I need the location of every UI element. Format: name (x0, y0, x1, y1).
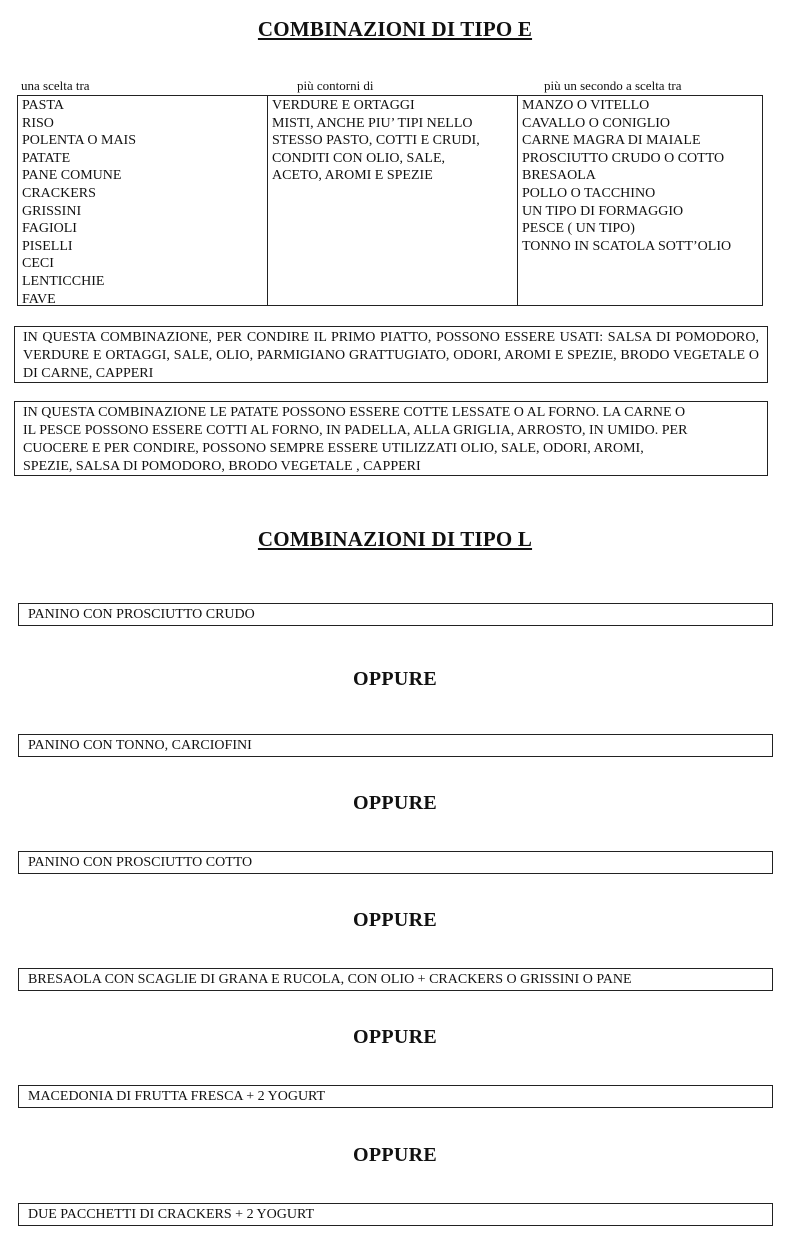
option-box: MACEDONIA DI FRUTTA FRESCA + 2 YOGURT (18, 1085, 773, 1108)
option-box: BRESAOLA CON SCAGLIE DI GRANA E RUCOLA, CON OLIO + CRACKERS O GRISSINI O PANE (18, 968, 773, 991)
option-box: PANINO CON TONNO, CARCIOFINI (18, 734, 773, 757)
column-contorni (267, 96, 517, 305)
list-item: PROSCIUTTO CRUDO O COTTO (522, 150, 725, 166)
oppure-separator: OPPURE (352, 668, 438, 690)
list-item: PASTA (22, 98, 64, 113)
list-item: PESCE ( UN TIPO) (522, 221, 635, 237)
oppure-separator: OPPURE (352, 792, 438, 814)
list-item: PATATE (22, 150, 71, 166)
list-item: ACETO, AROMI E SPEZIE (272, 168, 433, 184)
note-line: IL PESCE POSSONO ESSERE COTTI AL FORNO, IN PADELLA, ALLA GRIGLIA, ARROSTO, IN UMIDO. PER (23, 423, 688, 438)
list-item: CECI (22, 256, 54, 272)
list-item: POLENTA O MAIS (22, 133, 136, 149)
cooking-note (14, 401, 768, 476)
list-item: BRESAOLA (522, 168, 596, 184)
list-item: STESSO PASTO, COTTI E CRUDI, (272, 133, 480, 149)
list-item: PANE COMUNE (22, 168, 122, 184)
option-box: DUE PACCHETTI DI CRACKERS + 2 YOGURT (18, 1203, 773, 1226)
list-item: CAVALLO O CONIGLIO (522, 115, 671, 131)
list-item: UN TIPO DI FORMAGGIO (522, 203, 684, 219)
column-header-scelta: una scelta tra (21, 78, 90, 93)
list-item: POLLO O TACCHINO (522, 185, 656, 201)
option-box: PANINO CON PROSCIUTTO CRUDO (18, 603, 773, 626)
list-item: GRISSINI (22, 203, 82, 219)
list-item: CONDITI CON OLIO, SALE, (272, 150, 446, 166)
list-item: MISTI, ANCHE PIU’ TIPI NELLO (272, 115, 473, 131)
column-secondo (517, 96, 762, 305)
option-box: PANINO CON PROSCIUTTO COTTO (18, 851, 773, 874)
list-item: CRACKERS (22, 185, 96, 201)
condiment-note: IN QUESTA COMBINAZIONE, PER CONDIRE IL PRIMO PIATTO, POSSONO ESSERE USATI: SALSA DI POMODORO, VERDURE E ORTAGGI, SALE, OLIO, PARMIGIANO GRATTUGIATO, ODORI, AROMI E SPEZIE, BRODO VEGETALE O DI CARNE, CAPPERI (14, 326, 768, 383)
list-item: RISO (22, 115, 54, 131)
oppure-separator: OPPURE (352, 1026, 438, 1048)
oppure-separator: OPPURE (352, 1144, 438, 1166)
list-item: LENTICCHIE (22, 273, 105, 289)
list-item: MANZO O VITELLO (522, 98, 650, 113)
combination-e-table (17, 95, 763, 306)
list-item: PISELLI (22, 238, 73, 254)
oppure-separator: OPPURE (352, 909, 438, 931)
section-e-title: COMBINAZIONI DI TIPO E (257, 17, 533, 41)
note-line: CUOCERE E PER CONDIRE, POSSONO SEMPRE ESSERE UTILIZZATI OLIO, SALE, ODORI, AROMI, (23, 441, 644, 456)
note-line: IN QUESTA COMBINAZIONE LE PATATE POSSONO ESSERE COTTE LESSATE O AL FORNO. LA CARNE O (23, 405, 686, 420)
list-item: VERDURE E ORTAGGI (272, 98, 415, 113)
section-l-title: COMBINAZIONI DI TIPO L (257, 527, 533, 551)
list-item: FAGIOLI (22, 221, 77, 237)
column-header-contorni: più contorni di (297, 78, 374, 93)
list-item: FAVE (22, 291, 56, 307)
column-scelta (18, 96, 267, 305)
list-item: CARNE MAGRA DI MAIALE (522, 133, 701, 149)
list-item: TONNO IN SCATOLA SOTT’OLIO (522, 238, 732, 254)
note-line: SPEZIE, SALSA DI POMODORO, BRODO VEGETALE , CAPPERI (23, 459, 421, 474)
column-header-secondo: più un secondo a scelta tra (544, 78, 682, 93)
